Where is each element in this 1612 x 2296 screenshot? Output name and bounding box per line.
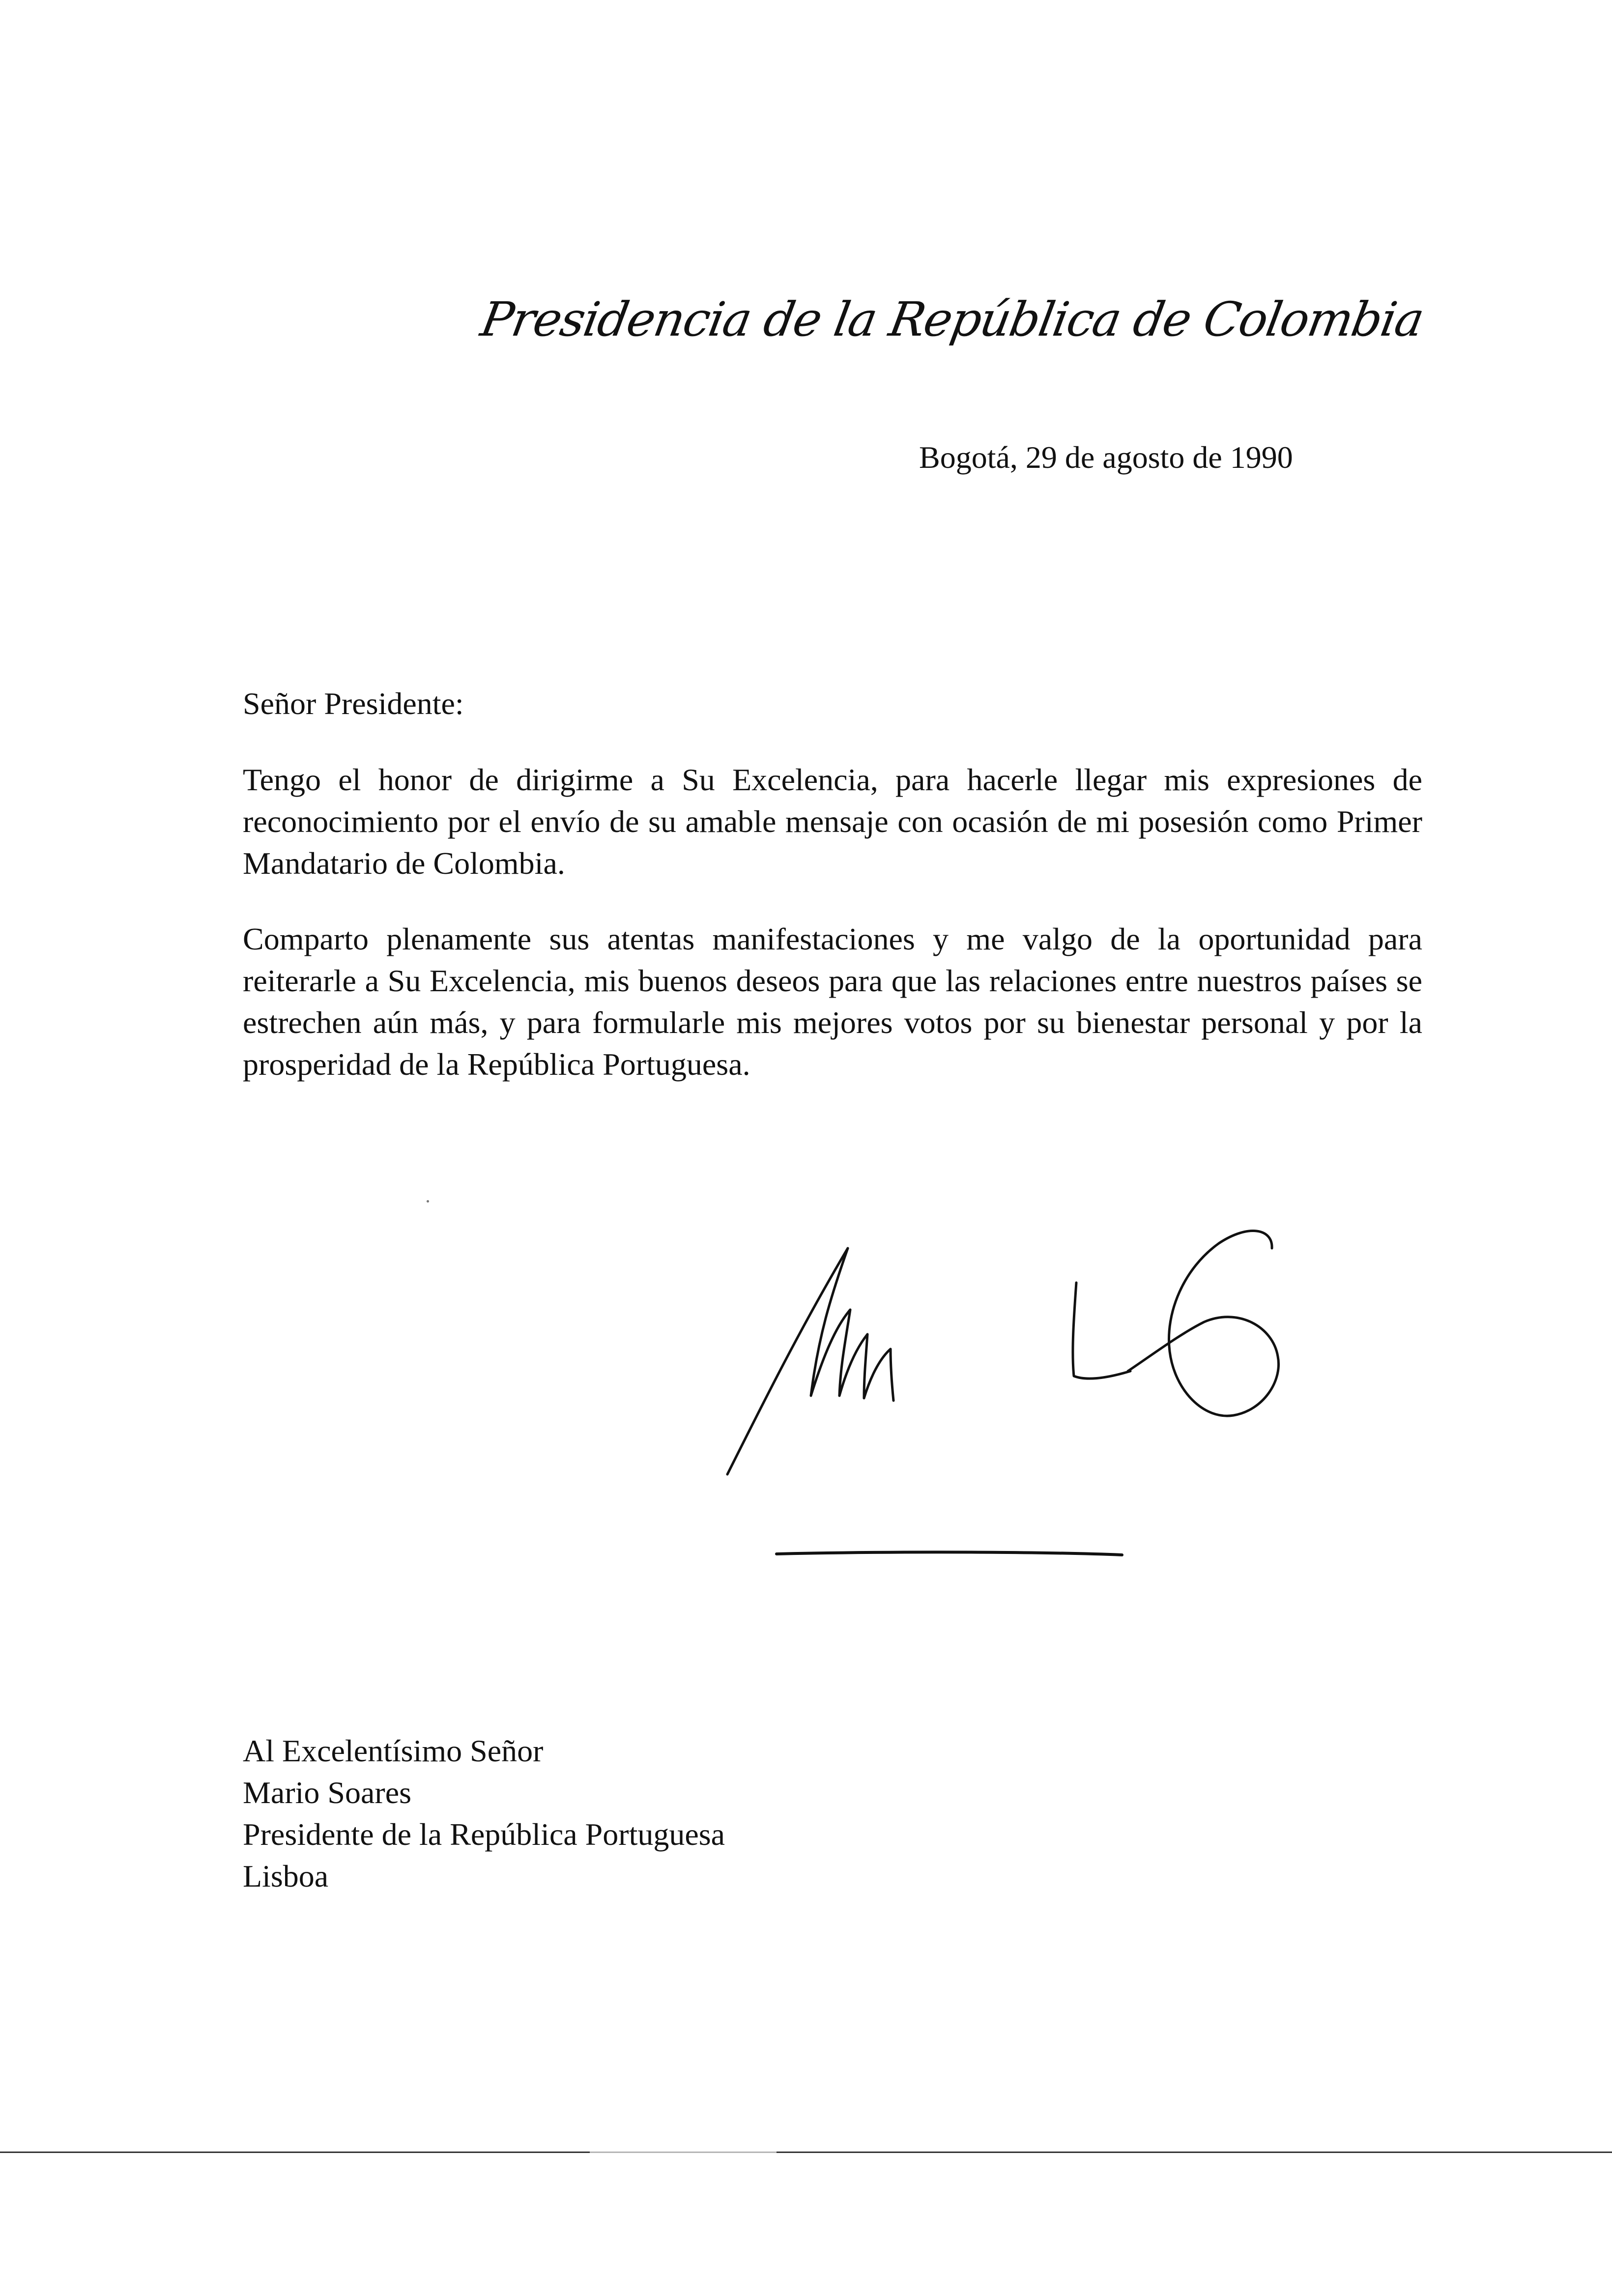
letterhead-title: Presidencia de la República de Colombia	[477, 292, 1428, 347]
recipient-title: Presidente de la República Portuguesa	[243, 1817, 725, 1852]
footer-rule	[0, 2152, 1612, 2153]
signature-underline	[777, 1552, 1122, 1555]
salutation: Señor Presidente:	[243, 686, 464, 721]
footer-rule-faded-segment	[590, 2152, 777, 2153]
paragraph-text: Tengo el honor de dirigirme a Su Excelencia, para hacerle llegar mis expresiones de reconocimiento por el envío de su amable mensaje con ocasión de mi posesión como Primer Mandatario de Colombia.	[243, 762, 1422, 881]
letter-date: Bogotá, 29 de agosto de 1990	[919, 440, 1293, 475]
recipient-name: Mario Soares	[243, 1775, 412, 1810]
recipient-line: Al Excelentísimo Señor	[243, 1733, 544, 1768]
paragraph-text: Comparto plenamente sus atentas manifestaciones y me valgo de la oportunidad para reiterarle a Su Excelencia, mis buenos deseos para que las relaciones entre nuestros países se estrechen aún más, y para formularle mis mejores votos por su bienestar personal y por la prosperidad de la República Portuguesa.	[243, 921, 1422, 1082]
body-paragraph-1	[243, 759, 1422, 884]
signature-stroke	[1128, 1231, 1279, 1416]
body-paragraph-2	[243, 918, 1422, 1085]
signature-stroke	[811, 1248, 850, 1396]
recipient-city: Lisboa	[243, 1859, 329, 1894]
signature-stroke	[864, 1349, 893, 1401]
paper-speck	[427, 1200, 429, 1203]
recipient-address	[243, 1730, 725, 1897]
handwritten-signature-icon	[708, 1209, 1288, 1582]
signature-stroke	[727, 1248, 848, 1474]
signature-stroke	[1073, 1283, 1130, 1378]
